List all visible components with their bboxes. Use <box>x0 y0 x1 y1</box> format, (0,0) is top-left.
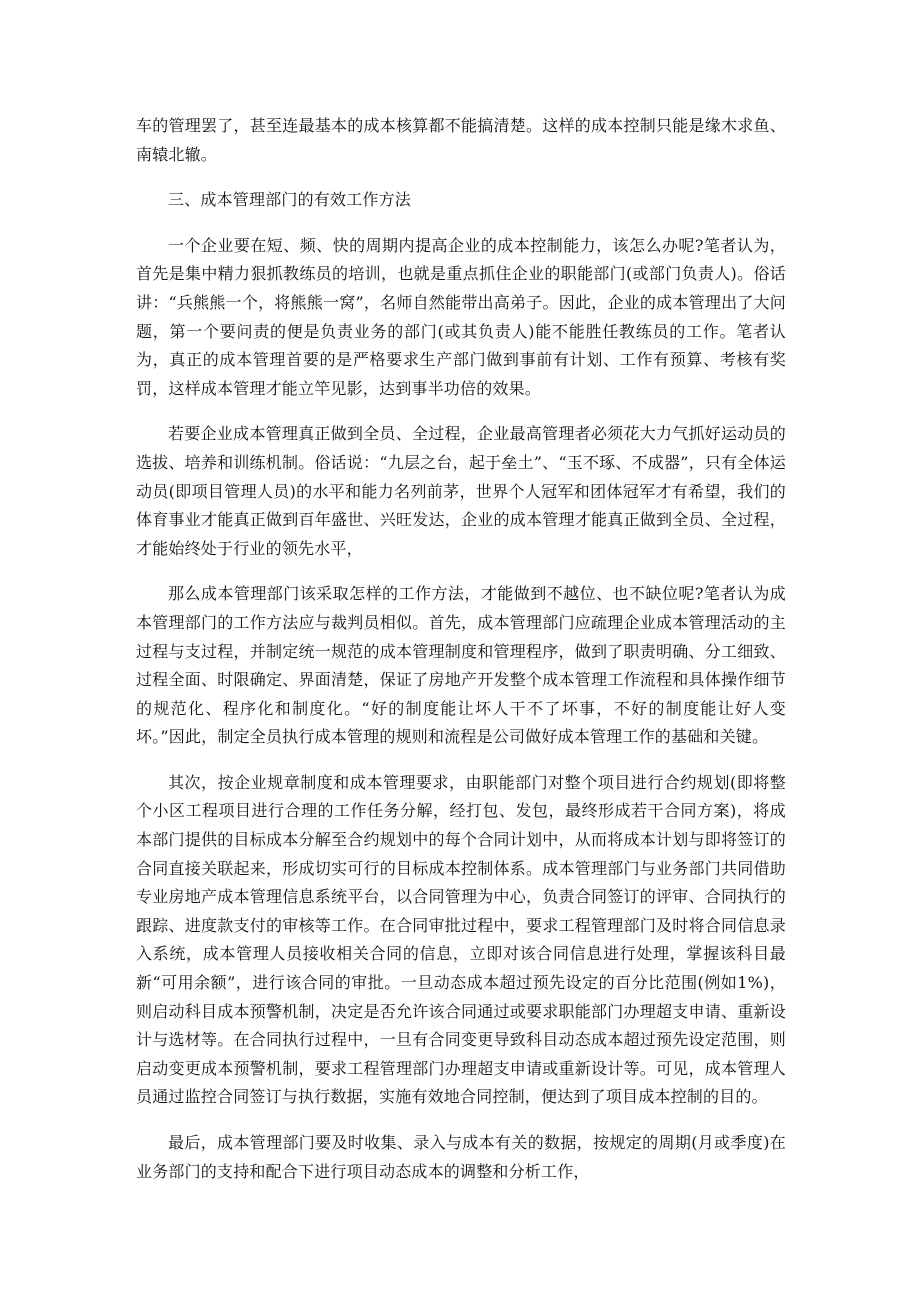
paragraph-referee-method: 那么成本管理部门该采取怎样的工作方法，才能做到不越位、也不缺位呢?笔者认为成本管理部门的工作方法应与裁判员相似。首先，成本管理部门应疏理企业成本管理活动的主过程与支过程，并制定统一规范的成本管理制度和管理程序，做到了职责明确、分工细致、过程全面、时限确定、界面清楚，保证了房地产开发整个成本管理工作流程和具体操作细节的规范化、程序化和制度化。“好的制度能让坏人干不了坏事，不好的制度能让好人变坏。”因此，制定全员执行成本管理的规则和流程是公司做好成本管理工作的基础和关键。 <box>136 584 786 747</box>
paragraph-contract-planning: 其次，按企业规章制度和成本管理要求，由职能部门对整个项目进行合约规划(即将整个小区工程项目进行合理的工作任务分解，经打包、发包，最终形成若干合同方案)，将成本部门提供的目标成本分解至合约规划中的每个合同计划中，从而将成本计划与即将签订的合同直接关联起来，形成切实可行的目标成本控制体系。成本管理部门与业务部门共同借助专业房地产成本管理信息系统平台，以合同管理为中心，负责合同签订的评审、合同执行的跟踪、进度款支付的审核等工作。在合同审批过程中，要求工程管理部门及时将合同信息录入系统，成本管理人员接收相关合同的信息，立即对该合同信息进行处理，掌握该科目最新“可用余额”，进行该合同的审批。一旦动态成本超过预先设定的百分比范围(例如1%)，则启动科目成本预警机制，决定是否允许该合同通过或要求职能部门办理超支申请、重新设计与选材等。在合同执行过程中，一旦有合同变更导致科目动态成本超过预先设定范围，则启动变更成本预警机制，要求工程管理部门办理超支申请或重新设计等。可见，成本管理人员通过监控合同签订与执行数据，实施有效地合同控制，便达到了项目成本控制的目的。 <box>136 772 786 1107</box>
paragraph-dynamic-cost: 最后，成本管理部门要及时收集、录入与成本有关的数据，按规定的周期(月或季度)在业务部门的支持和配合下进行项目动态成本的调整和分析工作， <box>136 1133 786 1181</box>
paragraph-continuation: 车的管理罢了，甚至连最基本的成本核算都不能搞清楚。这样的成本控制只能是缘木求鱼、南辕北辙。 <box>136 116 786 164</box>
paragraph-coach-training: 一个企业要在短、频、快的周期内提高企业的成本控制能力，该怎么办呢?笔者认为，首先是集中精力狠抓教练员的培训，也就是重点抓住企业的职能部门(或部门负责人)。俗话讲：“兵熊熊一个，将熊熊一窝”，名师自然能带出高弟子。因此，企业的成本管理出了大问题，第一个要问责的便是负责业务的部门(或其负责人)能不能胜任教练员的工作。笔者认为，真正的成本管理首要的是严格要求生产部门做到事前有计划、工作有预算、考核有奖罚，这样成本管理才能立竿见影，达到事半功倍的效果。 <box>136 235 786 398</box>
paragraph-athlete-selection: 若要企业成本管理真正做到全员、全过程，企业最高管理者必须花大力气抓好运动员的选拔、培养和训练机制。俗话说：“九层之台，起于垒土”、“玉不琢、不成器”，只有全体运动员(即项目管理人员)的水平和能力名列前茅，世界个人冠军和团体冠军才有希望，我们的体育事业才能真正做到百年盛世、兴旺发达，企业的成本管理才能真正做到全员、全过程，才能始终处于行业的领先水平， <box>136 424 786 558</box>
document-body <box>136 112 786 1203</box>
section-heading: 三、成本管理部门的有效工作方法 <box>168 190 412 210</box>
